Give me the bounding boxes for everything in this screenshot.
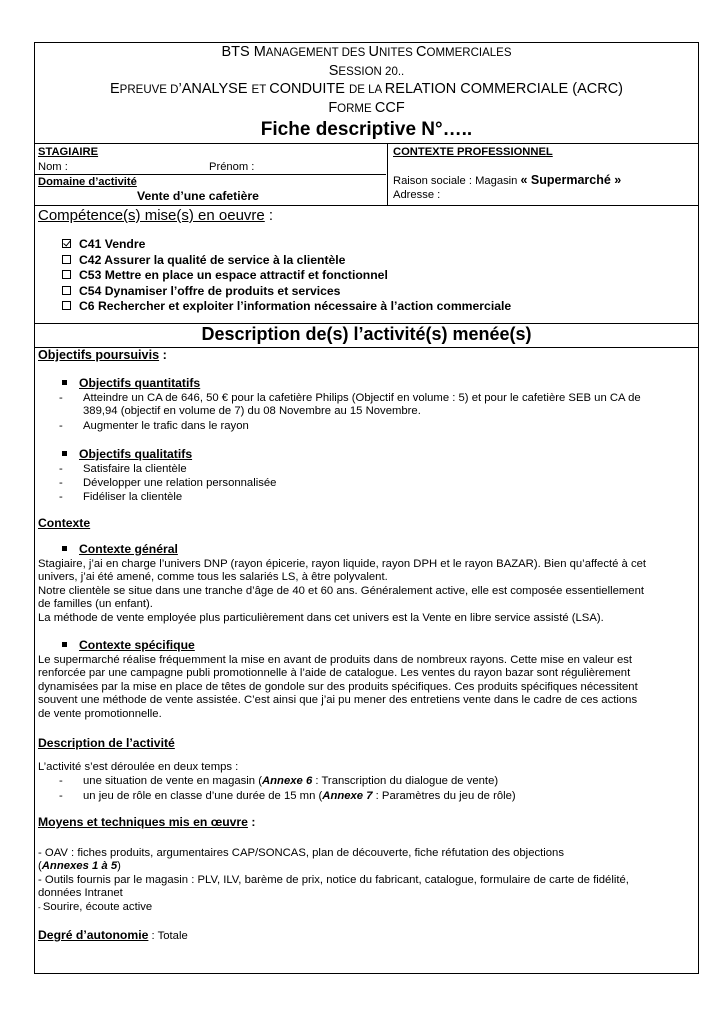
raison-value: « Supermarché » — [520, 173, 622, 187]
contexte-specifique-heading-text: Contexte spécifique — [79, 638, 195, 652]
contexte-pro-heading: CONTEXTE PROFESSIONNEL — [393, 146, 553, 158]
nom-label: Nom : — [38, 161, 68, 173]
divider — [35, 205, 698, 206]
competence-item — [62, 253, 345, 267]
text-line: Stagiaire, j’ai en charge l’univers DNP (rayon épicerie, rayon liquide, rayon DPH et le rayon BAZAR). Bien qu’affecté à cet — [38, 558, 647, 570]
objectifs-colon: : — [159, 348, 167, 362]
moyens-colon: : — [247, 815, 256, 829]
text-line: La méthode de vente employée plus particulièrement dans cet univers est la Vente en libre service assisté (LSA). — [38, 611, 604, 624]
quali-heading — [62, 447, 192, 461]
prenom-label: Prénom : — [209, 161, 255, 173]
divider — [387, 143, 388, 205]
quali-heading-text: Objectifs qualitatifs — [79, 447, 193, 461]
checkbox-icon — [62, 270, 71, 279]
contexte-specifique-heading — [62, 638, 195, 652]
text-line: univers, j’ai été amené, comme tous les salariés LS, à être polyvalent. — [38, 571, 388, 584]
fiche-title: Fiche descriptive N°….. — [260, 119, 473, 140]
objectifs-heading — [38, 348, 167, 362]
text-line: de familles (un enfant). — [38, 598, 153, 611]
square-bullet-icon — [62, 380, 67, 385]
competence-item — [62, 237, 145, 251]
moyens-heading — [38, 815, 255, 829]
contexte-general-text — [38, 558, 698, 625]
competence-label: C6 Rechercher et exploiter l’information nécessaire à l’action commerciale — [79, 299, 512, 313]
quali-item: - Développer une relation personnalisée — [59, 477, 277, 489]
autonomie — [38, 928, 188, 942]
header-line-forme: FORME CCF — [328, 100, 405, 116]
square-bullet-icon — [62, 451, 67, 456]
competence-item — [62, 268, 388, 282]
header-line-epreuve: EPREUVE D’ANALYSE ET CONDUITE DE LA RELATION COMMERCIALE (ACRC) — [110, 81, 623, 97]
contexte-general-heading-text: Contexte général — [79, 542, 178, 556]
text-line: de vente promotionnelle. — [38, 707, 162, 720]
competences-heading-text: Compétence(s) mise(s) en oeuvre — [38, 207, 265, 224]
header-line-session: SESSION 20.. — [328, 63, 405, 79]
checkbox-icon — [62, 286, 71, 295]
moyens-heading-text: Moyens et techniques mis en œuvre — [38, 815, 248, 829]
square-bullet-icon — [62, 642, 67, 647]
divider — [35, 143, 698, 144]
competence-item — [62, 299, 511, 313]
autonomie-value: : Totale — [148, 930, 188, 942]
quali-item: - Fidéliser la clientèle — [59, 491, 183, 503]
competences-colon: : — [264, 207, 274, 224]
checkbox-icon — [62, 301, 71, 310]
text-line: dynamisées par la mise en place de têtes de gondole sur des produits spécifiques. Ces produits spécifiques nécessitent — [38, 680, 638, 693]
objectifs-heading-text: Objectifs poursuivis — [38, 348, 160, 362]
competences-heading — [38, 207, 273, 224]
adresse-label: Adresse : — [393, 189, 441, 201]
fiche-sheet — [34, 42, 699, 974]
competence-label: C53 Mettre en place un espace attractif et fonctionnel — [79, 268, 388, 282]
checkbox-icon — [62, 255, 71, 264]
activite-item: - une situation de vente en magasin (Annexe 6 : Transcription du dialogue de vente) — [59, 775, 499, 787]
quanti-item: - Atteindre un CA de 646, 50 € pour la cafetière Philips (Objectif en volume : 5) et pour le cafetière SEB un CA de 389,94 (objectif en volume de 7) du 08 Novembre au 15 Novembre. — [59, 392, 641, 418]
quanti-heading — [62, 376, 200, 390]
activite-intro: L’activité s’est déroulée en deux temps : — [38, 761, 239, 773]
competence-label: C41 Vendre — [79, 237, 146, 251]
header-line-bts: BTS MANAGEMENT DES UNITES COMMERCIALES — [221, 44, 512, 60]
quali-item: - Satisfaire la clientèle — [59, 463, 187, 475]
contexte-general-heading — [62, 542, 178, 556]
text-line: renforcée par une campagne publi promotionnelle à l’aide de catalogue. Les ventes du rayon bazar sont régulièrement — [38, 667, 631, 680]
description-title: Description de(s) l’activité(s) menée(s) — [201, 324, 532, 344]
competence-label: C54 Dynamiser l’offre de produits et services — [79, 283, 341, 298]
domaine-value: Vente d’une cafetière — [137, 189, 259, 203]
competence-item — [62, 284, 340, 298]
activite-heading: Description de l’activité — [38, 736, 175, 750]
checked-checkbox-icon — [62, 239, 71, 248]
quanti-item: - Augmenter le trafic dans le rayon — [59, 420, 249, 432]
text-line: souvent une méthode de vente assistée. C’est ainsi que j’ai pu mener des entretiens vente dans le cadre de ces actions — [38, 694, 638, 707]
text-line: Notre clientèle se situe dans une tranche d’âge de 40 et 60 ans. Généralement active, elle est composée essentiellement — [38, 584, 645, 597]
autonomie-heading: Degré d’autonomie — [38, 928, 149, 942]
raison-label: Raison sociale : Magasin — [393, 175, 521, 187]
quanti-heading-text: Objectifs quantitatifs — [79, 376, 201, 390]
domaine-label: Domaine d’activité — [38, 176, 137, 188]
competence-label: C42 Assurer la qualité de service à la clientèle — [79, 252, 346, 267]
square-bullet-icon — [62, 546, 67, 551]
raison-sociale — [393, 173, 621, 188]
contexte-heading: Contexte — [38, 516, 91, 530]
stagiaire-heading: STAGIAIRE — [38, 146, 99, 158]
text-line: Le supermarché réalise fréquemment la mise en avant de produits dans de nombreux rayons. Cette mise en valeur est — [38, 654, 633, 666]
moyens-text: - OAV : fiches produits, argumentaires CAP/SONCAS, plan de découverte, fiche réfutation des objections (Annexes 1 à 5) - Outils fournis par le magasin : PLV, ILV, barème de prix, notice du fabricant, catalogue, formulaire de carte de fidélité, données Intranet - Sourire, écoute active — [38, 847, 629, 913]
activite-item: - un jeu de rôle en classe d’une durée de 15 mn (Annexe 7 : Paramètres du jeu de rôle) — [59, 790, 516, 802]
contexte-specifique-text — [38, 654, 698, 721]
